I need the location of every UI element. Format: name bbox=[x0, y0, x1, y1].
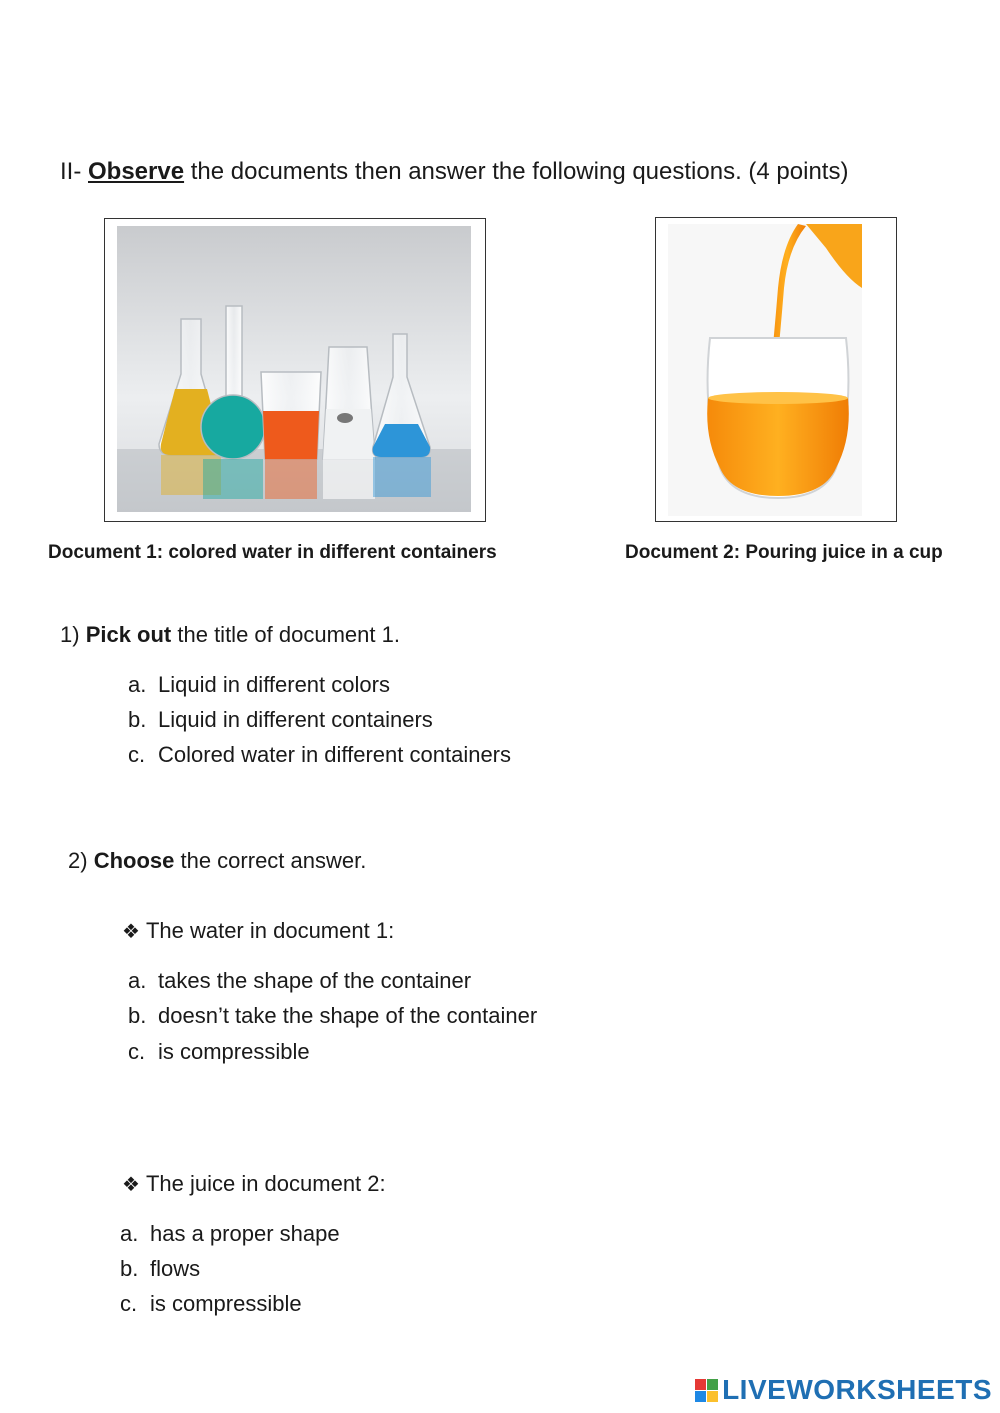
option-letter: a. bbox=[128, 672, 147, 697]
juice-glass-illustration bbox=[656, 218, 896, 521]
question-1-keyword: Pick out bbox=[85, 622, 172, 647]
question-2-keyword: Choose bbox=[93, 848, 175, 873]
option-letter: b. bbox=[128, 707, 147, 732]
option-letter: c. bbox=[128, 742, 146, 767]
liveworksheets-logo bbox=[695, 1374, 992, 1406]
option-letter: b. bbox=[128, 1003, 147, 1028]
option-letter: a. bbox=[128, 968, 147, 993]
lab-glassware-illustration bbox=[105, 219, 485, 521]
prompt-text: The water in document 1: bbox=[145, 918, 395, 943]
option-text: flows bbox=[150, 1256, 201, 1281]
logo-mark-icon bbox=[695, 1379, 718, 1402]
diamond-bullet-icon: ❖ bbox=[122, 921, 140, 943]
heading-rest: the documents then answer the following questions. (4 points) bbox=[184, 158, 849, 185]
option-text: takes the shape of the container bbox=[158, 968, 472, 993]
document-1-image bbox=[104, 218, 486, 522]
option-text: is compressible bbox=[150, 1291, 302, 1316]
water-prompt bbox=[122, 918, 394, 944]
water-option[interactable] bbox=[128, 968, 471, 994]
instruction-heading bbox=[60, 158, 848, 186]
option-letter: b. bbox=[120, 1256, 139, 1281]
juice-prompt bbox=[122, 1171, 386, 1197]
document-2-caption: Document 2: Pouring juice in a cup bbox=[625, 542, 943, 563]
question-2-number: 2) bbox=[68, 848, 88, 873]
option-text: doesn’t take the shape of the container bbox=[158, 1003, 538, 1028]
question-2-text: the correct answer. bbox=[174, 848, 367, 873]
document-1-caption: Document 1: colored water in different containers bbox=[48, 542, 497, 563]
diamond-bullet-icon: ❖ bbox=[122, 1174, 140, 1196]
option-letter: a. bbox=[120, 1221, 139, 1246]
water-option[interactable] bbox=[128, 1003, 537, 1029]
juice-option[interactable] bbox=[120, 1256, 200, 1282]
option-text: has a proper shape bbox=[150, 1221, 340, 1246]
heading-prefix: II- bbox=[60, 158, 88, 185]
prompt-text: The juice in document 2: bbox=[145, 1171, 386, 1196]
heading-keyword: Observe bbox=[88, 158, 185, 185]
option-text: Colored water in different containers bbox=[158, 742, 512, 767]
question-1-option[interactable] bbox=[128, 672, 390, 698]
option-text: Liquid in different colors bbox=[158, 672, 390, 697]
option-letter: c. bbox=[120, 1291, 138, 1316]
question-1-option[interactable] bbox=[128, 742, 511, 768]
question-1-number: 1) bbox=[60, 622, 80, 647]
question-1-text: the title of document 1. bbox=[171, 622, 400, 647]
juice-option[interactable] bbox=[120, 1221, 340, 1247]
question-2 bbox=[68, 848, 366, 874]
logo-text: LIVEWORKSHEETS bbox=[722, 1374, 992, 1405]
document-2-image bbox=[655, 217, 897, 522]
question-1 bbox=[60, 622, 400, 648]
option-text: Liquid in different containers bbox=[158, 707, 433, 732]
option-letter: c. bbox=[128, 1039, 146, 1064]
question-1-option[interactable] bbox=[128, 707, 433, 733]
water-option[interactable] bbox=[128, 1039, 310, 1065]
juice-option[interactable] bbox=[120, 1291, 302, 1317]
option-text: is compressible bbox=[158, 1039, 310, 1064]
